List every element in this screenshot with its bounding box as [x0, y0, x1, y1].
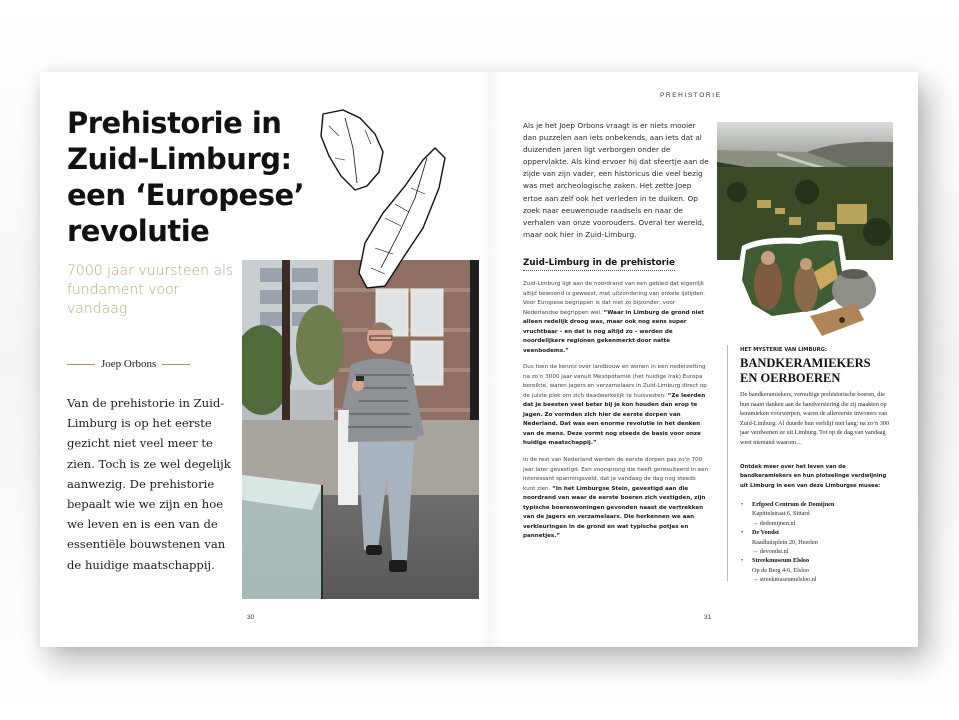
page-number-left: 30	[247, 614, 255, 621]
museum-name: Streekmuseum Elsloo	[752, 557, 810, 565]
sidebar-cta: Ontdek meer over het leven van de bandkeramiekers en hun plotselinge verdwijning uit Limburg in een van deze Limburgse musea:	[740, 464, 887, 489]
body-paragraph	[523, 456, 709, 542]
lead-paragraph: Als je het Joep Orbons vraagt is er niets mooier dan puzzelen aan iets onbekends, aan iets dat al duizenden jaren ligt verborgen onder de oppervlakte. Als kind ervoer hij dat sfeertje aan de zijde van zijn vader, een historicus die veel bezig was met archeologische zaken. Het zette Joep ertoe aan zelf ook het verleden in te duiken. Op zoek naar eeuwenoude raadsels en naar de verhalen van onze voorouders. Overal ter wereld, maar ook hier in Zuid-Limburg.	[523, 121, 709, 239]
body-quote: “In het Limburgse Stein, gevestigd aan die noordrand van waar de eerste boeren zich vestigden, zijn typische boerenwoningen gevonden naast de vertrekken van de jagers en verzamelaars. Die herkennen we aan verkleuringen in de grond en wat typische potjes en pannetjes.”	[523, 485, 706, 540]
article-subtitle: 7000 jaar vuursteen als fundament voor vandaag	[67, 263, 234, 317]
author-photo	[242, 260, 479, 599]
sidebar-kicker: HET MYSTERIE VAN LIMBURG:	[740, 347, 827, 353]
museum-item	[740, 556, 890, 584]
byline-rule-right	[162, 364, 190, 365]
bullet-icon: •	[741, 501, 744, 508]
body-paragraph	[523, 280, 709, 356]
museum-link[interactable]: → devondst.nl	[752, 548, 789, 556]
sidebar-heading: BANDKERAMIEKERS EN OERBOEREN	[740, 356, 871, 385]
museum-name: Erfgoed Centrum de Domijnen	[752, 501, 835, 508]
body-paragraph	[523, 363, 709, 449]
museum-item	[740, 500, 890, 528]
bullet-icon: •	[741, 529, 744, 537]
sidebar-rule	[727, 345, 728, 581]
body-text: In de rest van Nederland werden de eerste dorpen pas zo’n 700 jaar later gevestigd. Een voorsprong die heeft geresulteerd in een interessant spanningsveld, dat je vandaag de dag nog steeds kunt zien.	[523, 457, 709, 492]
sidebar-text: De bandkeramiekers, vernuftige prehistorische boeren, die hun naam danken aan de handversiering die zij maakten op keramieken voorwerpen, waren de allereerste inwoners van Zuid-Limburg. Al duurde hun verblijf niet lang: na zo’n 300 jaar verdwenen ze uit Limburg. Tot op de dag van vandaag weet niemand waarom…	[740, 391, 890, 446]
museum-link[interactable]: → dedomijnen.nl	[752, 519, 796, 527]
page-number-right: 31	[704, 614, 712, 621]
byline	[67, 357, 227, 371]
museum-list	[740, 500, 890, 585]
museum-item	[740, 528, 890, 556]
bullet-icon: •	[741, 557, 744, 565]
flint-tools-drawing	[315, 108, 450, 293]
body-quote: “Ze leerden dat je beesten veel beter bij je kon houden dan erop te jagen. Zo vormden zich hier de eerste dorpen van Nederland. Dat was een enorme revolutie in het denken van de mens. Deze vormt nog steeds de basis voor onze huidige maatschappij.”	[523, 392, 706, 447]
section-label: PREHISTORIE	[660, 92, 722, 99]
spine-gutter	[478, 72, 502, 647]
section-heading: Zuid-Limburg in de prehistorie	[523, 258, 675, 271]
author-name: Joep Orbons	[101, 358, 157, 370]
museum-address: Kapittelstraat 6, Sittard	[752, 510, 810, 518]
article-title: Prehistorie in Zuid-Limburg: een ‘Europese’ revolutie	[67, 106, 305, 248]
author-photo-illustration	[242, 260, 479, 599]
museum-link[interactable]: → streekmuseumelsloo.nl	[752, 576, 817, 584]
museum-address: Raadhuisplein 20, Heerlen	[752, 538, 818, 546]
byline-rule-left	[67, 364, 95, 365]
flint-scraper-icon	[321, 110, 383, 190]
prehistoric-farmers-collage	[730, 232, 886, 344]
body-text: Dus toen de kennis over landbouw en wonen in een nederzetting na zo’n 3000 jaar vanuit Mesopotamië (het huidige Irak) Europa bereikte, waren jagers en verzamelaars in Zuid-Limburg direct op de juiste plek om zich daadwerkelijk te huisvesten.	[523, 364, 707, 399]
body-text: Zuid-Limburg ligt aan de noordrand van een gebied dat eigenlijk altijd bewoond is geweest, met uitzondering van enkele ijstijden. Voor Europese begrippen is dat niet zo bijzonder, voor Nederlandse begrippen wel.	[523, 281, 705, 316]
museum-name: De Vondst	[752, 529, 779, 537]
intro-paragraph: Van de prehistorie in Zuid-Limburg is op het eerste gezicht niet veel meer te zien. Toch is ze wel degelijk aanwezig. De prehistorie bepaalt wie we zijn en hoe we leven en is een van de essentiële bouwstenen van de huidige maatschappij.	[67, 396, 231, 572]
museum-address: Op de Berg 4-6, Elsloo	[752, 566, 810, 574]
body-quote: “Waar in Limburg de grond niet alleen redelijk droog was, maar ook nog eens super vruchtbaar – en dat is nog altijd zo – werden de noordelijkere regionen gekenmerkt door natte veenbodems.”	[523, 309, 704, 354]
